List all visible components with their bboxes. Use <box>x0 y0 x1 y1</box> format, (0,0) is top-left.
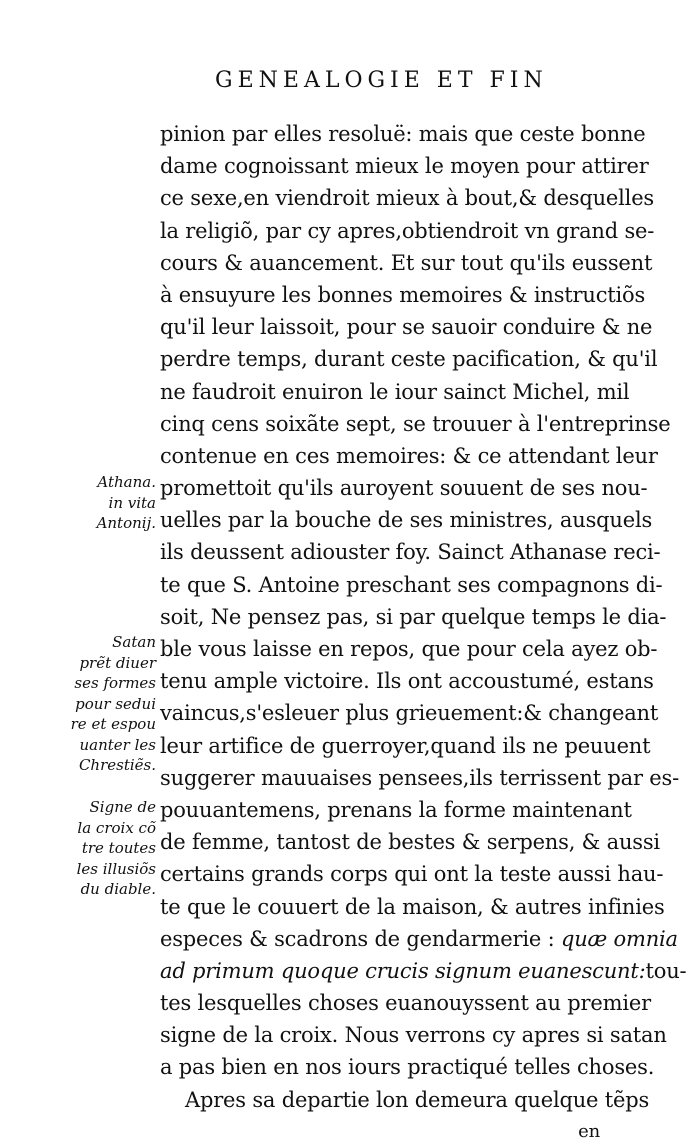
text-line: suggerer mauuaises pensees,ils terrissent par es- <box>160 765 679 790</box>
text-line: qu'il leur laissoit, pour se sauoir conduire & ne <box>160 315 653 340</box>
text-line: contenue en ces memoires: & ce attendant leur <box>160 443 658 468</box>
text-line: te que le couuert de la maison, & autres infinies <box>160 894 665 919</box>
text-line: ils deussent adiouster foy. Sainct Athanase reci- <box>160 540 661 565</box>
note-line: du diable. <box>80 880 156 898</box>
text-line: de femme, tantost de bestes & serpens, & aussi <box>160 830 660 855</box>
text-line: cours & auancement. Et sur tout qu'ils eussent <box>160 250 653 275</box>
latin-quote: quæ omnia <box>560 926 678 951</box>
text-line: ce sexe,en viendroit mieux à bout,& desquelles <box>160 186 655 211</box>
text-line-mixed <box>160 955 686 987</box>
text-line: promettoit qu'ils auroyent souuent de ses nou- <box>160 476 648 501</box>
roman-text: tou- <box>645 958 686 983</box>
marginal-note-satan <box>66 632 156 776</box>
text-line: uelles par la bouche de ses ministres, ausquels <box>160 508 653 533</box>
text-line: la religiõ, par cy apres,obtiendroit vn grand se- <box>160 218 655 243</box>
text-line: pinion par elles resoluë: mais que ceste bonne <box>160 122 646 146</box>
text-line: a pas bien en nos iours practiqué telles choses. <box>160 1055 655 1080</box>
note-line: in vita <box>108 493 156 512</box>
text-line: vaincus,s'esleuer plus grieuement:& changeant <box>160 701 659 726</box>
text-line: perdre temps, durant ceste pacification, & qu'il <box>160 347 658 372</box>
text-line: à ensuyure les bonnes memoires & instructiõs <box>160 282 646 307</box>
running-head: GENEALOGIE ET FIN <box>215 68 548 93</box>
marginal-note-croix <box>66 797 156 900</box>
text-line: ble vous laisse en repos, que pour cela ayez ob- <box>160 637 658 661</box>
note-line: uanter les <box>79 735 156 754</box>
note-line: Satan <box>112 633 156 651</box>
catchword: en <box>578 1120 600 1142</box>
note-line: Athana. <box>97 473 156 491</box>
note-line: ses formes <box>74 674 156 692</box>
text-line: cinq cens soixãte sept, se trouuer à l'entreprinse <box>160 411 671 436</box>
text-line: te que S. Antoine preschant ses compagnons di- <box>160 572 663 597</box>
text-line: pouuantemens, prenans la forme maintenant <box>160 797 632 822</box>
text-line-paragraph-start: Apres sa departie lon demeura quelque tẽps <box>185 1087 650 1112</box>
note-line: la croix cõ <box>77 818 156 837</box>
note-line: les illusiõs <box>76 859 156 878</box>
note-line: Antonij. <box>96 514 156 532</box>
note-line: re et espou <box>70 715 156 733</box>
note-line: pour sedui <box>75 694 156 713</box>
roman-text: especes & scadrons de gendarmerie : <box>160 926 555 951</box>
note-line: Signe de <box>89 798 156 816</box>
latin-quote: ad primum quoque crucis signum euanescunt: <box>160 958 646 983</box>
note-line: Chrestiẽs. <box>78 756 156 774</box>
note-line: tre toutes <box>81 839 156 857</box>
text-line: leur artifice de guerroyer,quand ils ne peuuent <box>160 733 651 758</box>
text-line: ne faudroit enuiron le iour sainct Michel, mil <box>160 379 630 404</box>
text-line: soit, Ne pensez pas, si par quelque temps le dia- <box>160 604 667 629</box>
note-line: prẽt diuer <box>79 653 156 672</box>
text-line-mixed <box>160 923 678 955</box>
marginal-note-athanase <box>66 472 156 534</box>
text-line: signe de la croix. Nous verrons cy apres si satan <box>160 1023 667 1048</box>
text-line: dame cognoissant mieux le moyen pour attirer <box>160 154 649 179</box>
text-line: tenu ample victoire. Ils ont accoustumé, estans <box>160 669 654 694</box>
text-line: tes lesquelles choses euanouyssent au premier <box>160 991 651 1016</box>
body-text <box>160 118 686 1148</box>
text-line: certains grands corps qui ont la teste aussi hau- <box>160 862 664 887</box>
